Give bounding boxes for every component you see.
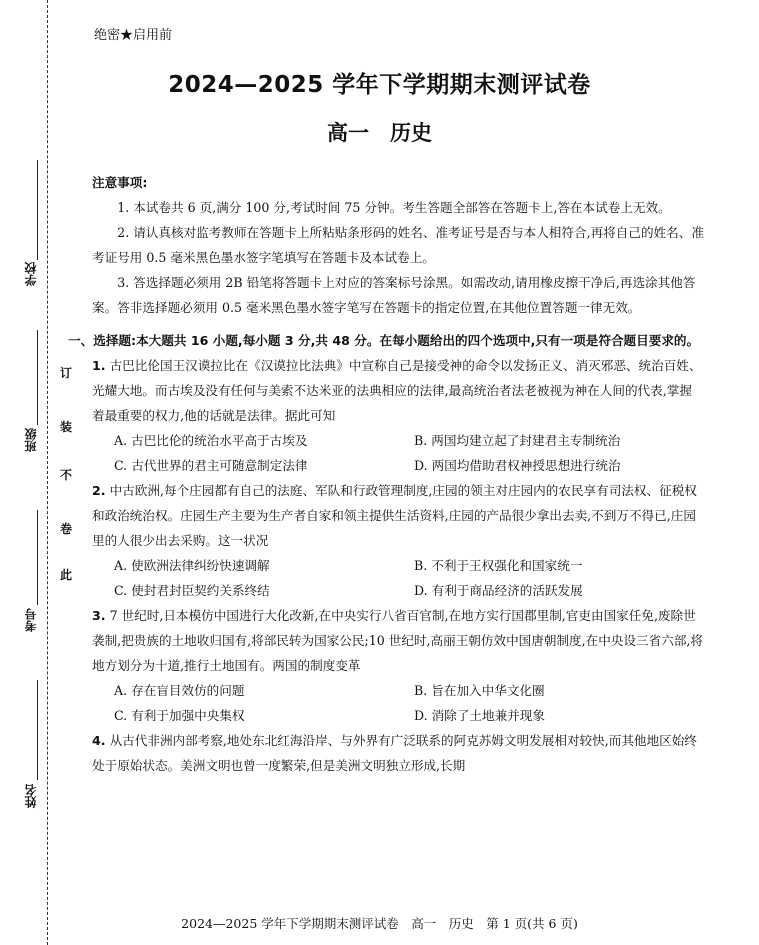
- notice-item: 1. 本试卷共 6 页,满分 100 分,考试时间 75 分钟。考生答题全部答在答题卡上,答在本试卷上无效。: [117, 200, 671, 215]
- seal-char-3: 不: [60, 468, 73, 482]
- exam-title: 2024—2025 学年下学期期末测评试卷: [168, 72, 591, 98]
- option-a: A. 使欧洲法律纠纷快速调解: [114, 558, 270, 573]
- options: [92, 553, 704, 603]
- seal-char-1: 订: [60, 366, 73, 380]
- page-footer: 2024—2025 学年下学期期末测评试卷 高一 历史 第 1 页(共 6 页): [181, 916, 578, 931]
- option-a: A. 古巴比伦的统治水平高于古埃及: [114, 433, 308, 448]
- question-number: 1.: [92, 358, 106, 373]
- question-text: 古巴比伦国王汉谟拉比在《汉谟拉比法典》中宣称自己是接受神的命令以发扬正义、消灭邪恶、统治百姓、光耀大地。而古埃及没有任何与美索不达米亚的法典相应的法律,最高统治者法老被视为神在人间的代表,掌握着最重要的权力,他的话就是法律。据此可知: [92, 358, 702, 423]
- name-label: 姓名: [24, 784, 38, 808]
- seal-char-4: 卷: [60, 522, 73, 536]
- seal-char-5: 此: [60, 568, 73, 582]
- school-label: 学校: [24, 262, 38, 286]
- notice-heading: 注意事项:: [92, 175, 148, 190]
- exam-subtitle: 高一 历史: [327, 121, 432, 145]
- option-d: D. 消除了土地兼并现象: [414, 708, 545, 723]
- question: [92, 728, 704, 778]
- notice-item: 2. 请认真核对监考教师在答题卡上所粘贴条形码的姓名、准考证号是否与本人相符合,再将自己的姓名、准考证号用 0.5 毫米黑色墨水签字笔填写在答题卡及本试卷上。: [92, 225, 704, 265]
- exam-content: [68, 170, 704, 778]
- option-d: D. 有利于商品经济的活跃发展: [414, 583, 583, 598]
- seal-char-2: 装: [60, 420, 73, 434]
- question-text: 7 世纪时,日本模仿中国进行大化改新,在中央实行八省百官制,在地方实行国郡里制,官吏由国家任免,废除世袭制,把贵族的土地收归国有,将部民转为国家公民;10 世纪时,高丽王朝仿效中国唐朝制度,在中央设三省六部,将地方划分为十道,推行土地国有。两国的制度变革: [92, 608, 704, 673]
- option-c: C. 有利于加强中央集权: [114, 708, 245, 723]
- exam-no-label: 考号: [24, 608, 38, 632]
- options: [92, 678, 704, 728]
- question-text: 中古欧洲,每个庄园都有自己的法庭、军队和行政管理制度,庄园的领主对庄园内的农民享有司法权、征税权和政治统治权。庄园生产主要为生产者自家和领主提供生活资料,庄园的产品很少拿出去卖,不到万不得已,庄园里的人很少出去采购。这一状况: [92, 483, 697, 548]
- option-d: D. 两国均借助君权神授思想进行统治: [414, 458, 621, 473]
- question-number: 4.: [92, 733, 106, 748]
- question-number: 3.: [92, 608, 106, 623]
- class-label: 班级: [24, 428, 38, 452]
- option-c: C. 古代世界的君主可随意制定法律: [114, 458, 308, 473]
- question: [92, 603, 704, 728]
- option-b: B. 两国均建立起了封建君主专制统治: [414, 433, 621, 448]
- option-a: A. 存在盲目效仿的问题: [114, 683, 245, 698]
- option-b: B. 不利于王权强化和国家统一: [414, 558, 583, 573]
- exam-no-blank[interactable]: [37, 510, 38, 605]
- option-c: C. 使封君封臣契约关系终结: [114, 583, 270, 598]
- school-blank[interactable]: [37, 160, 38, 260]
- class-blank[interactable]: [37, 330, 38, 425]
- option-b: B. 旨在加入中华文化圈: [414, 683, 545, 698]
- question-text: 从古代非洲内部考察,地处东北红海沿岸、与外界有广泛联系的阿克苏姆文明发展相对较快,而其他地区始终处于原始状态。美洲文明也曾一度繁荣,但是美洲文明独立形成,长期: [92, 733, 697, 773]
- options: [92, 428, 704, 478]
- notice-item: 3. 答选择题必须用 2B 铅笔将答题卡上对应的答案标号涂黑。如需改动,请用橡皮擦干净后,再选涂其他答案。答非选择题必须用 0.5 毫米黑色墨水签字笔写在答题卡的指定位置,在其他位置答题一律无效。: [92, 275, 696, 315]
- question: [92, 478, 704, 603]
- question: [92, 353, 704, 478]
- question-number: 2.: [92, 483, 106, 498]
- secret-mark: 绝密★启用前: [94, 28, 173, 43]
- section-heading: 一、选择题:本大题共 16 小题,每小题 3 分,共 48 分。在每小题给出的四个选项中,只有一项是符合题目要求的。: [68, 333, 700, 348]
- name-blank[interactable]: [37, 680, 38, 780]
